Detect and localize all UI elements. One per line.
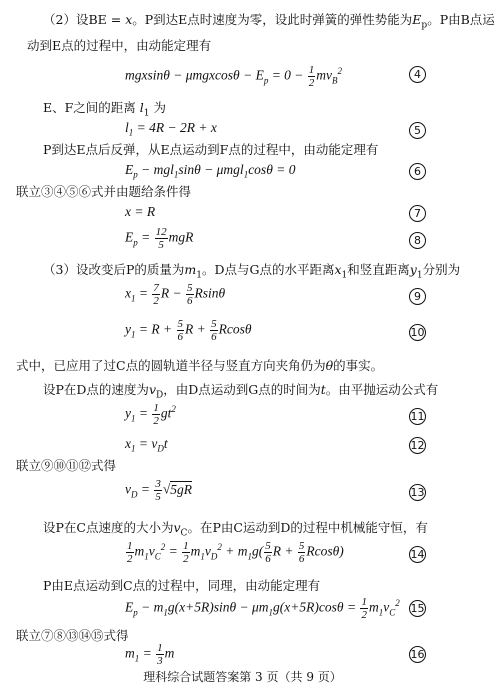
equation-13: $v_D$ = $\frac{3}{5}$ √5gR (125, 478, 193, 503)
equation-14: $\frac{1}{2}$ $m_1v_C^2$ = $\frac{1}{2}$ $m_1v_D^2 + m_1g$( $\frac{5}{6}$ R + $\frac{5}{6}$ Rcosθ) (127, 540, 344, 565)
equation-number: 10 (410, 326, 425, 339)
equation-number: 7 (409, 205, 426, 222)
equation-8: $E_p$ = $\frac{12}{5}$ mgR (125, 226, 194, 251)
equation-15: $E_p - m_1g(x+5R)\sin\theta - \mu m_1g(x+5R)\cos\theta$ = $\frac{1}{2}$ $m_1v_C^2$ (125, 596, 400, 621)
text-line: P到达E点后反弹，从E点运动到F点的过程中，由动能定理有 (43, 142, 379, 157)
equation-4: $mgxsin\theta - \mu mgxcos\theta - E_p = 0$ − $\frac{1}{2}$ $mv_B^2$ (125, 64, 343, 89)
equation-11: $y_1$ = $\frac{1}{2}$ $gt^2$ (125, 402, 176, 427)
equation-10: $y_1 = R$ + $\frac{5}{6}$ R + $\frac{5}{6}$ Rcosθ (125, 318, 252, 343)
equation-7: x = R (125, 204, 156, 219)
text-line: P由E点运动到C点的过程中，同理，由动能定理有 (43, 578, 321, 593)
text-line: （3）设改变后P的质量为$m_1$。D点与G点的水平距离$x_1$和竖直距离$y_1$分别为 (43, 262, 461, 281)
equation-5: $l_1 = 4R - 2R + x$ (125, 120, 217, 138)
equation-number: 9 (409, 288, 426, 305)
equation-number: 14 (410, 548, 425, 561)
equation-9: $x_1$ = $\frac{7}{2}$ R − $\frac{5}{6}$ Rsinθ (125, 282, 226, 307)
equation-number: 8 (409, 232, 426, 249)
text-line: 式中，已应用了过C点的圆轨道半径与竖直方向夹角仍为θ的事实。 (16, 358, 384, 373)
page-footer: 理科综合试题答案第 3 页（共 9 页） (143, 670, 342, 684)
equation-6: $E_p - mgl_1\sin\theta - \mu mgl_1\cos\theta = 0$ (125, 162, 296, 180)
equation-number: 5 (409, 122, 426, 139)
text-line: 动到E点的过程中，由动能定理有 (27, 38, 212, 53)
text-line: （2）设BE = x。P到达E点时速度为零，设此时弹簧的弹性势能为$E_p$。P由B点运 (43, 12, 495, 31)
equation-number: 16 (410, 648, 425, 661)
text-line: E、F之间的距离 $l_1$ 为 (43, 100, 166, 119)
equation-number: 12 (410, 439, 425, 452)
text-line: 设P在C点速度的大小为$v_C$。在P由C运动到D的过程中机械能守恒，有 (43, 520, 428, 539)
equation-number: 11 (410, 410, 425, 423)
equation-16: $m_1$ = $\frac{1}{3}$ m (125, 642, 175, 667)
equation-12: $x_1 = v_Dt$ (125, 436, 168, 454)
equation-number: 15 (410, 602, 425, 615)
text-line: 联立⑦⑧⑬⑭⑮式得 (16, 628, 129, 643)
equation-number: 4 (409, 66, 426, 83)
text-line: 联立⑨⑩⑪⑫式得 (16, 458, 117, 473)
equation-number: 13 (410, 486, 425, 499)
text-line: 联立③④⑤⑥式并由题给条件得 (16, 184, 192, 199)
equation-number: 6 (409, 163, 426, 180)
text-line: 设P在D点的速度为$v_D$，由D点运动到G点的时间为t。由平抛运动公式有 (43, 382, 439, 401)
